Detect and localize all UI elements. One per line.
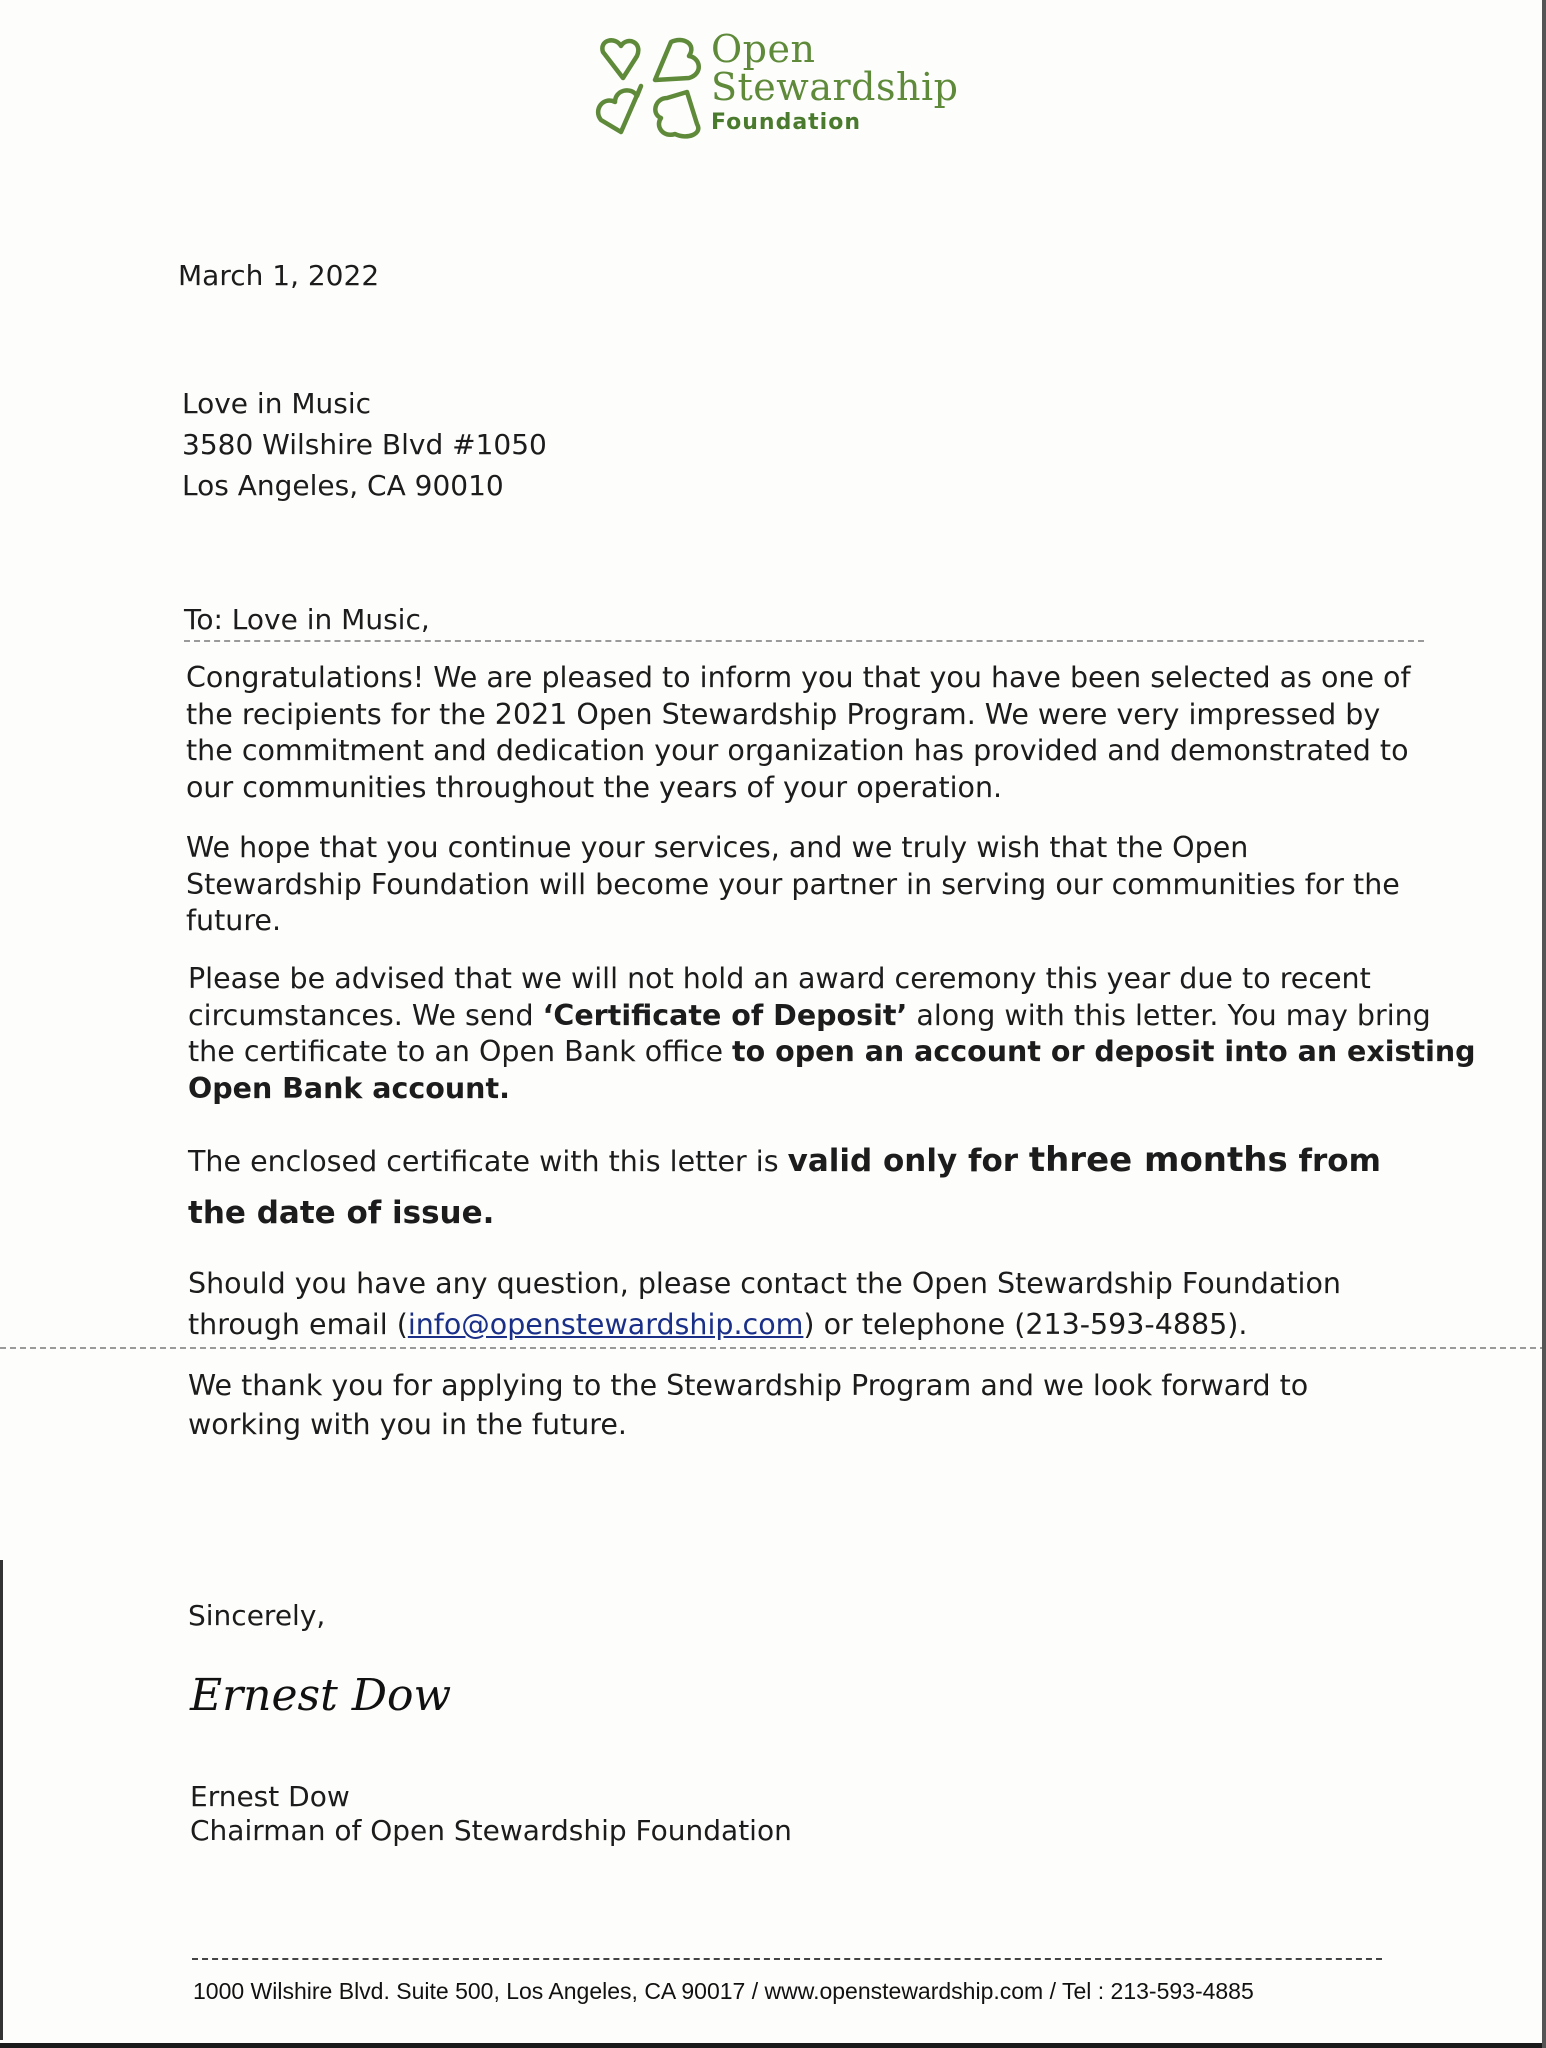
p2-line1: We hope that you continue your services, and we truly wish that the Open bbox=[186, 831, 1249, 864]
certificate-of-deposit-emphasis: ‘Certificate of Deposit’ bbox=[542, 998, 908, 1032]
p1-line2: the recipients for the 2021 Open Stewardship Program. We were very impressed by bbox=[186, 697, 1381, 731]
fold-line bbox=[0, 1347, 1546, 1349]
paragraph-contact bbox=[188, 1263, 1341, 1345]
p5-line1: Should you have any question, please contact the Open Stewardship Foundation bbox=[188, 1267, 1341, 1300]
footer-contact: 1000 Wilshire Blvd. Suite 500, Los Angeles, CA 90017 / www.openstewardship.com / Tel : 213-593-4885 bbox=[193, 1978, 1254, 2004]
scan-edge-bottom bbox=[0, 2043, 1546, 2048]
p3-line3-emphasis: to open an account or deposit into an existing bbox=[732, 1035, 1476, 1068]
p3-line2 bbox=[188, 998, 1476, 1035]
p3-line4: Open Bank account. bbox=[188, 1071, 510, 1105]
paragraph-congratulations bbox=[186, 660, 1411, 806]
p5-line2-tail: ) or telephone (213-593-4885). bbox=[803, 1308, 1248, 1341]
salutation: To: Love in Music, bbox=[184, 603, 430, 636]
scan-edge-left bbox=[0, 1560, 3, 2040]
valid-only-emphasis: valid only for bbox=[787, 1143, 1029, 1179]
org-name-line3: Foundation bbox=[711, 110, 862, 135]
p5-line2 bbox=[188, 1304, 1341, 1345]
p3-line2-tail: along with this letter. You may bring bbox=[907, 998, 1431, 1032]
four-hearts-clover-icon bbox=[593, 34, 719, 140]
date-of-issue-emphasis: the date of issue. bbox=[188, 1195, 495, 1231]
recipient-city: Los Angeles, CA 90010 bbox=[182, 469, 504, 502]
email-link[interactable]: info@openstewardship.com bbox=[407, 1308, 804, 1341]
p2-line2: Stewardship Foundation will become your partner in serving our communities for the bbox=[186, 867, 1400, 901]
p2-line3: future. bbox=[186, 904, 282, 937]
signer-title: Chairman of Open Stewardship Foundation bbox=[190, 1814, 792, 1847]
p6-line1: We thank you for applying to the Stewardship Program and we look forward to bbox=[188, 1369, 1309, 1402]
scan-edge-right bbox=[1542, 0, 1546, 2048]
footer-divider bbox=[192, 1958, 1382, 1960]
letterhead-org-name bbox=[711, 27, 959, 136]
p1-line1: Congratulations! We are pleased to inform you that you have been selected as one of bbox=[186, 661, 1411, 694]
p3-line3-text: the certificate to an Open Bank office bbox=[188, 1035, 733, 1068]
org-name-line1: Open bbox=[711, 27, 816, 71]
paragraph-thanks bbox=[188, 1366, 1308, 1444]
p3-line1: Please be advised that we will not hold an award ceremony this year due to recent bbox=[188, 962, 1371, 995]
letter-date: March 1, 2022 bbox=[178, 259, 380, 292]
paragraph-partnership bbox=[186, 830, 1400, 940]
signer-name: Ernest Dow bbox=[190, 1780, 350, 1813]
p5-line2-text: through email ( bbox=[188, 1308, 408, 1341]
closing: Sincerely, bbox=[188, 1599, 326, 1632]
p3-line2-text: circumstances. We send bbox=[188, 998, 543, 1032]
p4-line1-text: The enclosed certificate with this letter is bbox=[188, 1145, 788, 1178]
p1-line4: our communities throughout the years of your operation. bbox=[186, 770, 1003, 804]
from-emphasis: from bbox=[1287, 1143, 1381, 1179]
recipient-address bbox=[182, 383, 547, 506]
paragraph-validity bbox=[188, 1136, 1381, 1240]
signer-block bbox=[190, 1780, 792, 1848]
three-months-emphasis: three months bbox=[1028, 1140, 1288, 1180]
recipient-street: 3580 Wilshire Blvd #1050 bbox=[182, 428, 547, 461]
fold-line bbox=[184, 640, 1424, 642]
org-name-line2: Stewardship bbox=[711, 65, 959, 109]
signature: Ernest Dow bbox=[190, 1670, 452, 1721]
paragraph-certificate bbox=[188, 961, 1476, 1107]
p3-line3 bbox=[188, 1034, 1476, 1071]
p4-line1 bbox=[188, 1136, 1381, 1186]
p6-line2: working with you in the future. bbox=[188, 1408, 627, 1441]
p1-line3: the commitment and dedication your organization has provided and demonstrated to bbox=[186, 734, 1409, 767]
recipient-name: Love in Music bbox=[182, 387, 372, 420]
